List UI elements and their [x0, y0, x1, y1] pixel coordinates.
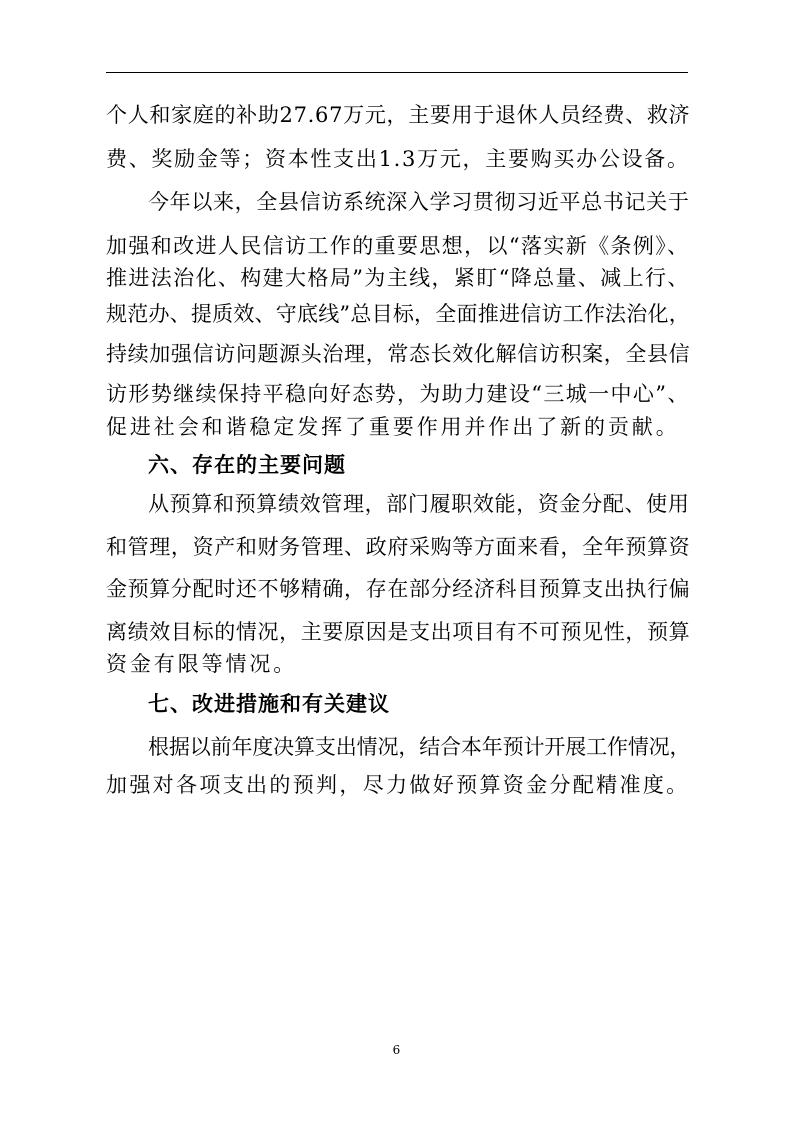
paragraph-line: 个人和家庭的补助27.67万元，主要用于退休人员经费、救济: [106, 103, 691, 127]
page-number: 6: [392, 1043, 401, 1057]
header-rule: [106, 72, 688, 73]
paragraph-line: 加强和改进人民信访工作的重要思想，以“落实新《条例》、: [106, 234, 690, 258]
paragraph-line: 今年以来，全县信访系统深入学习贯彻习近平总书记关于: [148, 190, 690, 214]
paragraph-line: 和管理，资产和财务管理、政府采购等方面来看，全年预算资: [106, 535, 691, 559]
paragraph-line: 持续加强信访问题源头治理，常态长效化解信访积案，全县信: [106, 342, 691, 366]
paragraph-line: 促进社会和谐稳定发挥了重要作用并作出了新的贡献。: [106, 415, 680, 439]
paragraph-line: 金预算分配时还不够精确，存在部分经济科目预算支出执行偏: [106, 577, 691, 601]
paragraph-line: 访形势继续保持平稳向好态势，为助力建设“三城一中心”、: [106, 382, 690, 406]
paragraph-line: 离绩效目标的情况，主要原因是支出项目有不可预见性，预算: [106, 620, 691, 644]
paragraph-line: 费、奖励金等；资本性支出1.3万元，主要购买办公设备。: [106, 147, 690, 171]
paragraph-line: 加强对各项支出的预判，尽力做好预算资金分配精准度。: [106, 773, 690, 797]
section-heading: 七、改进措施和有关建议: [148, 692, 390, 716]
paragraph-line: 推进法治化、构建大格局”为主线，紧盯“降总量、减上行、: [106, 266, 690, 290]
paragraph-line: 规范办、提质效、守底线”总目标，全面推进信访工作法治化，: [106, 302, 690, 326]
paragraph-line: 根据以前年度决算支出情况，结合本年预计开展工作情况，: [148, 735, 691, 759]
paragraph-line: 从预算和预算绩效管理，部门履职效能，资金分配、使用: [148, 492, 690, 516]
section-heading: 六、存在的主要问题: [148, 453, 346, 477]
paragraph-line: 资金有限等情况。: [106, 652, 298, 676]
